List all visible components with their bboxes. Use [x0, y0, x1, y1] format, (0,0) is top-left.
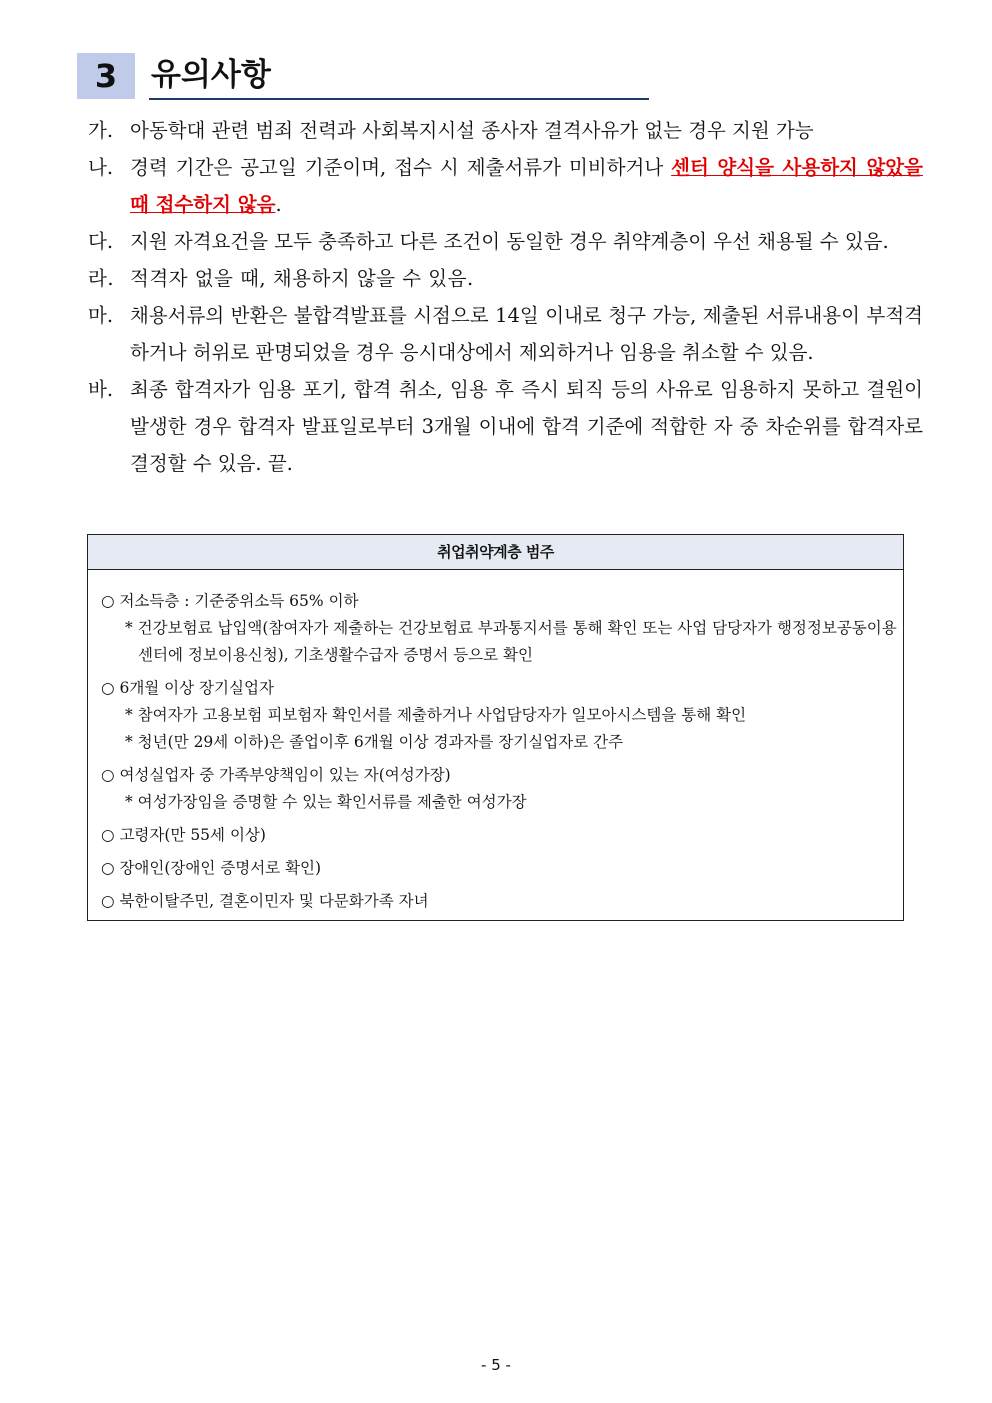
note-text: 아동학대 관련 범죄 전력과 사회복지시설 종사자 결격사유가 없는 경우 지원 가능 — [130, 119, 814, 142]
category-item — [101, 855, 903, 882]
category-item — [101, 588, 903, 669]
note-item — [88, 297, 923, 371]
note-item — [88, 112, 923, 149]
note-suffix: . — [275, 193, 282, 216]
note-label: 마. — [88, 304, 114, 327]
note-text: 경력 기간은 공고일 기준이며, 접수 시 제출서류가 미비하거나 — [130, 156, 672, 179]
note-label: 바. — [88, 378, 114, 401]
category-note: * 청년(만 29세 이하)은 졸업이후 6개월 이상 경과자를 장기실업자로 간주 — [125, 733, 624, 751]
category-text: ○ 여성실업자 중 가족부양책임이 있는 자(여성가장) — [101, 766, 451, 784]
note-label: 다. — [88, 230, 114, 253]
category-text: ○ 저소득층 : 기준중위소득 65% 이하 — [101, 592, 359, 610]
note-text: 적격자 없을 때, 채용하지 않을 수 있음. — [130, 267, 474, 290]
note-label: 라. — [88, 267, 115, 290]
box-body — [88, 570, 903, 915]
category-item — [101, 675, 903, 756]
note-label: 나. — [88, 156, 114, 179]
note-item — [88, 371, 923, 482]
box-title: 취업취약계층 범주 — [88, 535, 903, 570]
note-label: 가. — [88, 119, 114, 142]
category-item — [101, 762, 903, 816]
note-item — [88, 260, 923, 297]
section-number: 3 — [77, 53, 135, 99]
note-item — [88, 149, 923, 223]
category-text: ○ 6개월 이상 장기실업자 — [101, 679, 274, 697]
note-text: 최종 합격자가 임용 포기, 합격 취소, 임용 후 즉시 퇴직 등의 사유로 임용하지 못하고 결원이 발생한 경우 합격자 발표일로부터 3개월 이내에 합격 기준에 적합한 자 중 차순위를 합격자로 결정할 수 있음. 끝. — [130, 378, 923, 475]
category-note: * 건강보험료 납입액(참여자가 제출하는 건강보험료 부과통지서를 통해 확인 또는 사업 담당자가 행정정보공동이용센터에 정보이용신청), 기초생활수급자 증명서 등으로 확인 — [125, 619, 897, 664]
page-number: - 5 - — [481, 1356, 511, 1374]
section-header — [77, 50, 649, 100]
note-text: 지원 자격요건을 모두 충족하고 다른 조건이 동일한 경우 취약계층이 우선 채용될 수 있음. — [130, 230, 889, 253]
section-title: 유의사항 — [151, 57, 271, 93]
category-item — [101, 888, 903, 915]
note-text: 채용서류의 반환은 불합격발표를 시점으로 14일 이내로 청구 가능, 제출된 서류내용이 부적격하거나 허위로 판명되었을 경우 응시대상에서 제외하거나 임용을 취소할 수 있음. — [130, 304, 923, 364]
category-note: * 여성가장임을 증명할 수 있는 확인서류를 제출한 여성가장 — [125, 793, 527, 811]
category-note: * 참여자가 고용보험 피보험자 확인서를 제출하거나 사업담당자가 일모아시스템을 통해 확인 — [125, 706, 747, 724]
category-text: ○ 북한이탈주민, 결혼이민자 및 다문화가족 자녀 — [101, 892, 429, 910]
category-text: ○ 고령자(만 55세 이상) — [101, 826, 266, 844]
note-item — [88, 223, 923, 260]
note-emphasis: 센터 양식을 사용하지 않았을 때 접수하지 않음 — [130, 156, 923, 216]
section-underline — [149, 98, 649, 100]
category-text: ○ 장애인(장애인 증명서로 확인) — [101, 859, 322, 877]
vulnerable-groups-box — [87, 534, 904, 921]
category-item — [101, 822, 903, 849]
notes-list — [88, 112, 923, 482]
